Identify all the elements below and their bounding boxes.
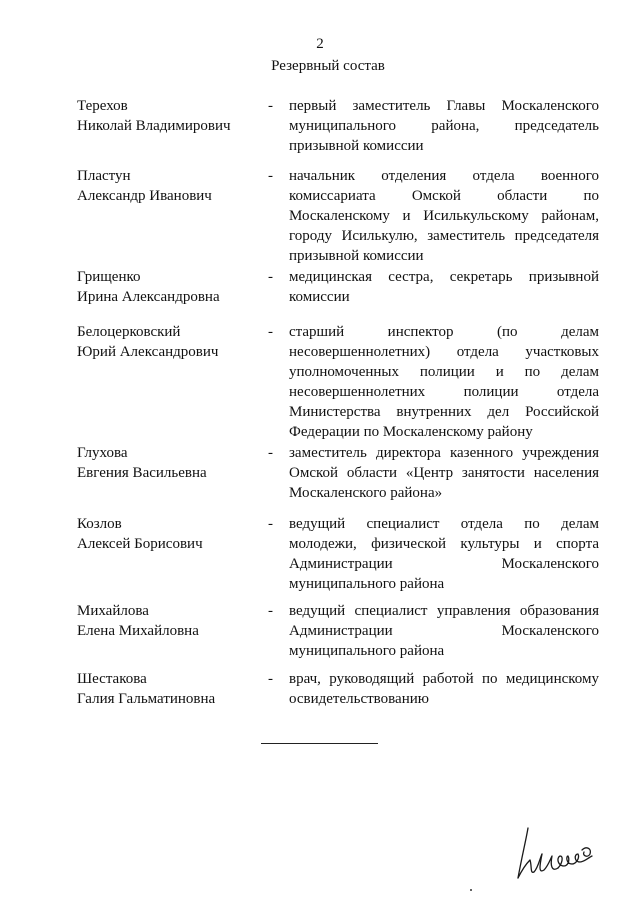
member-role: старший инспектор (по делам несовершеннолетних) отдела участковых уполномоченных полиции и по делам несовершеннолетних полиции отдела Министерства внутренних дел Российской Федерации по Москаленскому району	[289, 324, 599, 440]
member-given-names: Евгения Васильевна	[77, 465, 207, 481]
member-surname: Шестакова	[77, 671, 147, 687]
document-title: Резервный состав	[271, 58, 385, 74]
member-dash: -	[268, 98, 273, 114]
member-dash: -	[268, 269, 273, 285]
member-dash: -	[268, 671, 273, 687]
member-given-names: Елена Михайловна	[77, 623, 199, 639]
end-divider	[261, 743, 378, 744]
member-given-names: Алексей Борисович	[77, 536, 203, 552]
member-surname: Козлов	[77, 516, 122, 532]
member-role: заместитель директора казенного учреждения Омской области «Центр занятости населения Москаленского района»	[289, 445, 599, 501]
member-name	[77, 166, 267, 206]
member-role: медицинская сестра, секретарь призывной комиссии	[289, 269, 599, 305]
member-role: ведущий специалист отдела по делам молодежи, физической культуры и спорта Администрации Москаленского муниципального района	[289, 516, 599, 592]
member-surname: Глухова	[77, 445, 128, 461]
member-surname: Пластун	[77, 168, 131, 184]
member-dash: -	[268, 603, 273, 619]
member-dash: -	[268, 445, 273, 461]
signature-image	[510, 820, 610, 890]
member-role: ведущий специалист управления образования Администрации Москаленского муниципального района	[289, 603, 599, 659]
member-name	[77, 514, 267, 554]
stray-mark	[470, 889, 472, 891]
member-role: начальник отделения отдела военного комиссариата Омской области по Москаленскому и Исилькульскому районам, городу Исилькулю, заместитель председателя призывной комиссии	[289, 168, 599, 264]
member-dash: -	[268, 324, 273, 340]
member-name	[77, 669, 267, 709]
member-given-names: Николай Владимирович	[77, 118, 231, 134]
member-name	[77, 322, 267, 362]
member-dash: -	[268, 516, 273, 532]
page-number: 2	[316, 36, 324, 52]
member-given-names: Галия Гальматиновна	[77, 691, 216, 707]
member-name	[77, 601, 267, 641]
member-surname: Белоцерковский	[77, 324, 181, 340]
member-surname: Грищенко	[77, 269, 141, 285]
member-given-names: Ирина Александровна	[77, 289, 220, 305]
member-given-names: Юрий Александрович	[77, 344, 219, 360]
member-surname: Михайлова	[77, 603, 149, 619]
member-name	[77, 96, 267, 136]
member-role: первый заместитель Главы Москаленского муниципального района, председатель призывной комиссии	[289, 98, 599, 154]
member-dash: -	[268, 168, 273, 184]
member-name	[77, 267, 267, 307]
member-surname: Терехов	[77, 98, 128, 114]
member-role: врач, руководящий работой по медицинскому освидетельствованию	[289, 671, 599, 707]
member-given-names: Александр Иванович	[77, 188, 212, 204]
member-name	[77, 443, 267, 483]
